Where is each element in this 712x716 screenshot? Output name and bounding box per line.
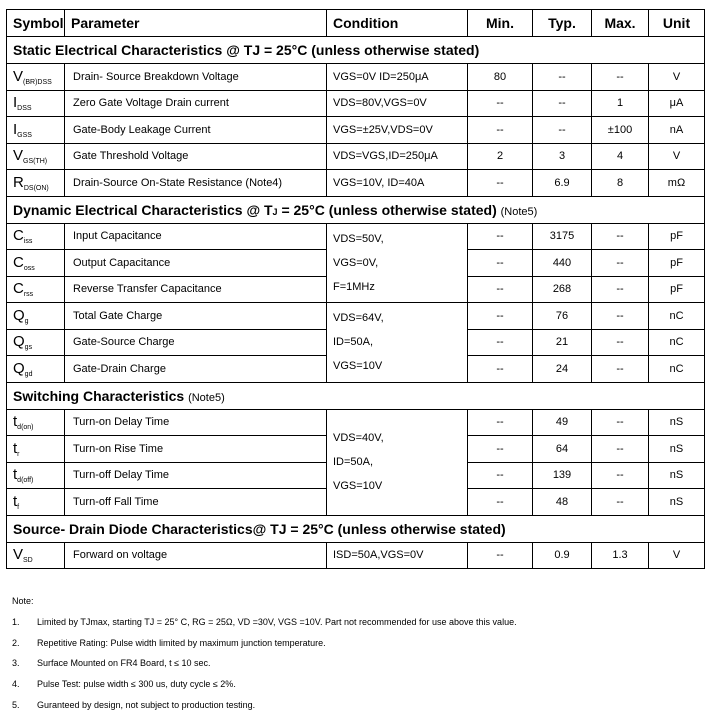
min-cell: -- [468,462,533,489]
min-cell: -- [468,276,533,303]
symbol-letter: Q [13,359,25,377]
symbol-cell [7,409,65,436]
min-cell: -- [468,356,533,383]
section-title: Static Electrical Characteristics @ TJ = 25°C (unless otherwise stated) [7,37,705,64]
parameter-cell: Gate-Drain Charge [65,356,327,383]
symbol-cell [7,489,65,516]
section-title-rest: = 25°C (unless otherwise stated) [277,201,501,218]
parameter-cell: Total Gate Charge [65,303,327,330]
max-cell: -- [592,489,649,516]
max-cell: 1.3 [592,542,649,569]
note-number: 3. [12,658,20,669]
unit-cell: mΩ [649,170,705,197]
condition-group-cell [327,409,468,515]
symbol-cell [7,356,65,383]
symbol-subscript: GSS [17,131,32,139]
condition-line: VDS=64V, [333,312,384,325]
symbol-letter: V [13,147,24,165]
min-cell: -- [468,489,533,516]
typ-cell: 440 [533,250,592,277]
header-row [7,10,705,37]
typ-cell: 6.9 [533,170,592,197]
unit-cell: nS [649,436,705,463]
min-cell: -- [468,409,533,436]
parameter-cell: Turn-off Fall Time [65,489,327,516]
symbol-subscript: r [17,450,20,458]
unit-cell: nC [649,356,705,383]
symbol-letter: t [13,413,18,431]
table-row [7,143,705,170]
table-row [7,223,705,250]
condition-cell: VGS=10V, ID=40A [327,170,468,197]
condition-line: VDS=40V, [333,432,384,444]
unit-cell: nS [649,409,705,436]
parameter-cell: Drain- Source Breakdown Voltage [65,64,327,91]
table-row [7,409,705,436]
parameter-cell: Turn-on Delay Time [65,409,327,436]
header-typ: Typ. [533,10,592,37]
condition-cell: VDS=VGS,ID=250μA [327,143,468,170]
section-note: (Note5) [188,391,225,404]
unit-cell: nC [649,329,705,356]
max-cell: -- [592,64,649,91]
unit-cell: nS [649,462,705,489]
note-number: 5. [12,699,20,710]
note-item [12,700,255,710]
typ-cell: 21 [533,329,592,356]
min-cell: -- [468,329,533,356]
parameter-cell: Turn-on Rise Time [65,436,327,463]
section-diode [7,515,705,542]
symbol-subscript: (BR)DSS [23,78,52,86]
symbol-subscript: SD [23,557,33,565]
table-row [7,90,705,117]
condition-line: VDS=50V, [333,232,384,245]
parameter-cell: Turn-off Delay Time [65,462,327,489]
section-title-sub: J [272,206,278,217]
section-note: (Note5) [500,205,538,218]
condition-group-cell [327,303,468,383]
symbol-letter: I [13,94,18,112]
section-dynamic [7,196,705,223]
symbol-cell [7,542,65,569]
symbol-cell [7,117,65,144]
unit-cell: nC [649,303,705,330]
symbol-letter: C [13,253,24,271]
symbol-subscript: DSS [17,105,32,113]
note-item [12,658,211,668]
header-min: Min. [468,10,533,37]
condition-line: ID=50A, [333,336,374,349]
symbol-letter: Q [13,333,25,351]
table-row [7,64,705,91]
max-cell: 1 [592,90,649,117]
symbol-letter: V [13,546,24,564]
typ-cell: 48 [533,489,592,516]
typ-cell: 64 [533,436,592,463]
unit-cell: pF [649,276,705,303]
typ-cell: 0.9 [533,542,592,569]
symbol-subscript: gd [24,370,33,378]
typ-cell: 49 [533,409,592,436]
max-cell: -- [592,223,649,250]
symbol-subscript: oss [23,264,35,272]
note-text: Surface Mounted on FR4 Board, t ≤ 10 sec. [37,658,211,669]
max-cell: -- [592,356,649,383]
typ-cell: 3175 [533,223,592,250]
symbol-cell [7,303,65,330]
symbol-cell [7,276,65,303]
symbol-cell [7,170,65,197]
typ-cell: 268 [533,276,592,303]
header-parameter: Parameter [65,10,327,37]
typ-cell: 24 [533,356,592,383]
symbol-letter: I [13,120,18,138]
parameter-cell: Gate-Source Charge [65,329,327,356]
condition-cell: VDS=80V,VGS=0V [327,90,468,117]
symbol-cell [7,329,65,356]
section-title-text: Switching Characteristics [13,387,189,404]
section-title [7,382,705,409]
symbol-letter: Q [13,306,25,324]
table-row [7,170,705,197]
section-title [7,196,705,223]
parameter-cell: Gate-Body Leakage Current [65,117,327,144]
condition-cell: VGS=0V ID=250μA [327,64,468,91]
condition-line: VGS=10V [333,480,383,492]
parameter-cell: Input Capacitance [65,223,327,250]
symbol-subscript: iss [23,238,33,246]
symbol-subscript: d(on) [17,424,34,432]
min-cell: 80 [468,64,533,91]
min-cell: -- [468,250,533,277]
header-max: Max. [592,10,649,37]
note-number: 4. [12,679,20,690]
symbol-subscript: gs [24,344,33,352]
note-text: Guranteed by design, not subject to production testing. [37,699,256,710]
min-cell: 2 [468,143,533,170]
symbol-letter: t [13,466,18,484]
max-cell: -- [592,409,649,436]
parameter-cell: Drain-Source On-State Resistance (Note4) [65,170,327,197]
max-cell: -- [592,276,649,303]
section-static [7,37,705,64]
table-row [7,117,705,144]
parameter-cell: Forward on voltage [65,542,327,569]
symbol-cell [7,462,65,489]
symbol-subscript: f [17,503,20,511]
symbol-subscript: DS(ON) [23,184,49,192]
unit-cell: nS [649,489,705,516]
symbol-cell [7,64,65,91]
section-title-text: Dynamic Electrical Characteristics @ T [13,201,273,218]
condition-group-cell [327,223,468,303]
max-cell: -- [592,329,649,356]
note-item [12,679,236,689]
condition-cell: ISD=50A,VGS=0V [327,542,468,569]
min-cell: -- [468,542,533,569]
symbol-letter: t [13,439,18,457]
min-cell: -- [468,303,533,330]
condition-cell: VGS=±25V,VDS=0V [327,117,468,144]
note-text: Limited by TJmax, starting TJ = 25° C, RG = 25Ω, VD =30V, VGS =10V. Part not recommended for use above this value. [37,617,517,627]
section-title: Source- Drain Diode Characteristics@ TJ = 25°C (unless otherwise stated) [7,515,705,542]
typ-cell: -- [533,117,592,144]
symbol-cell [7,250,65,277]
min-cell: -- [468,223,533,250]
symbol-cell [7,143,65,170]
condition-line: VGS=10V [333,360,383,373]
typ-cell: 76 [533,303,592,330]
typ-cell: 3 [533,143,592,170]
note-text: Pulse Test: pulse width ≤ 300 us, duty cycle ≤ 2%. [37,679,236,690]
unit-cell: pF [649,250,705,277]
symbol-cell [7,436,65,463]
parameter-cell: Reverse Transfer Capacitance [65,276,327,303]
condition-line: F=1MHz [333,280,375,293]
note-number: 2. [12,637,20,648]
header-condition: Condition [327,10,468,37]
unit-cell: V [649,143,705,170]
symbol-subscript: GS(TH) [23,158,48,166]
unit-cell: V [649,542,705,569]
note-text: Repetitive Rating: Pulse width limited by maximum junction temperature. [37,637,326,648]
parameter-cell: Gate Threshold Voltage [65,143,327,170]
typ-cell: 139 [533,462,592,489]
max-cell: 8 [592,170,649,197]
max-cell: ±100 [592,117,649,144]
unit-cell: nA [649,117,705,144]
condition-line: ID=50A, [333,456,374,468]
min-cell: -- [468,170,533,197]
header-unit: Unit [649,10,705,37]
min-cell: -- [468,90,533,117]
max-cell: -- [592,250,649,277]
unit-cell: V [649,64,705,91]
symbol-letter: C [13,227,24,245]
symbol-letter: C [13,280,24,298]
table-row [7,542,705,569]
symbol-subscript: rss [23,291,34,299]
symbol-letter: R [13,173,24,191]
parameter-cell: Output Capacitance [65,250,327,277]
notes-title: Note: [12,596,34,606]
min-cell: -- [468,436,533,463]
parameter-cell: Zero Gate Voltage Drain current [65,90,327,117]
max-cell: -- [592,303,649,330]
symbol-subscript: d(off) [17,477,34,485]
max-cell: 4 [592,143,649,170]
symbol-cell [7,90,65,117]
unit-cell: μA [649,90,705,117]
typ-cell: -- [533,64,592,91]
electrical-characteristics-table [6,9,705,569]
symbol-subscript: g [24,317,29,325]
note-item [12,617,517,627]
min-cell: -- [468,117,533,144]
symbol-cell [7,223,65,250]
condition-line: VGS=0V, [333,256,379,269]
typ-cell: -- [533,90,592,117]
max-cell: -- [592,436,649,463]
max-cell: -- [592,462,649,489]
symbol-letter: t [13,492,18,510]
unit-cell: pF [649,223,705,250]
header-symbol: Symbol [7,10,65,37]
symbol-letter: V [13,67,24,85]
table-row [7,303,705,330]
note-number: 1. [12,617,20,627]
section-switching [7,382,705,409]
note-item [12,638,326,648]
